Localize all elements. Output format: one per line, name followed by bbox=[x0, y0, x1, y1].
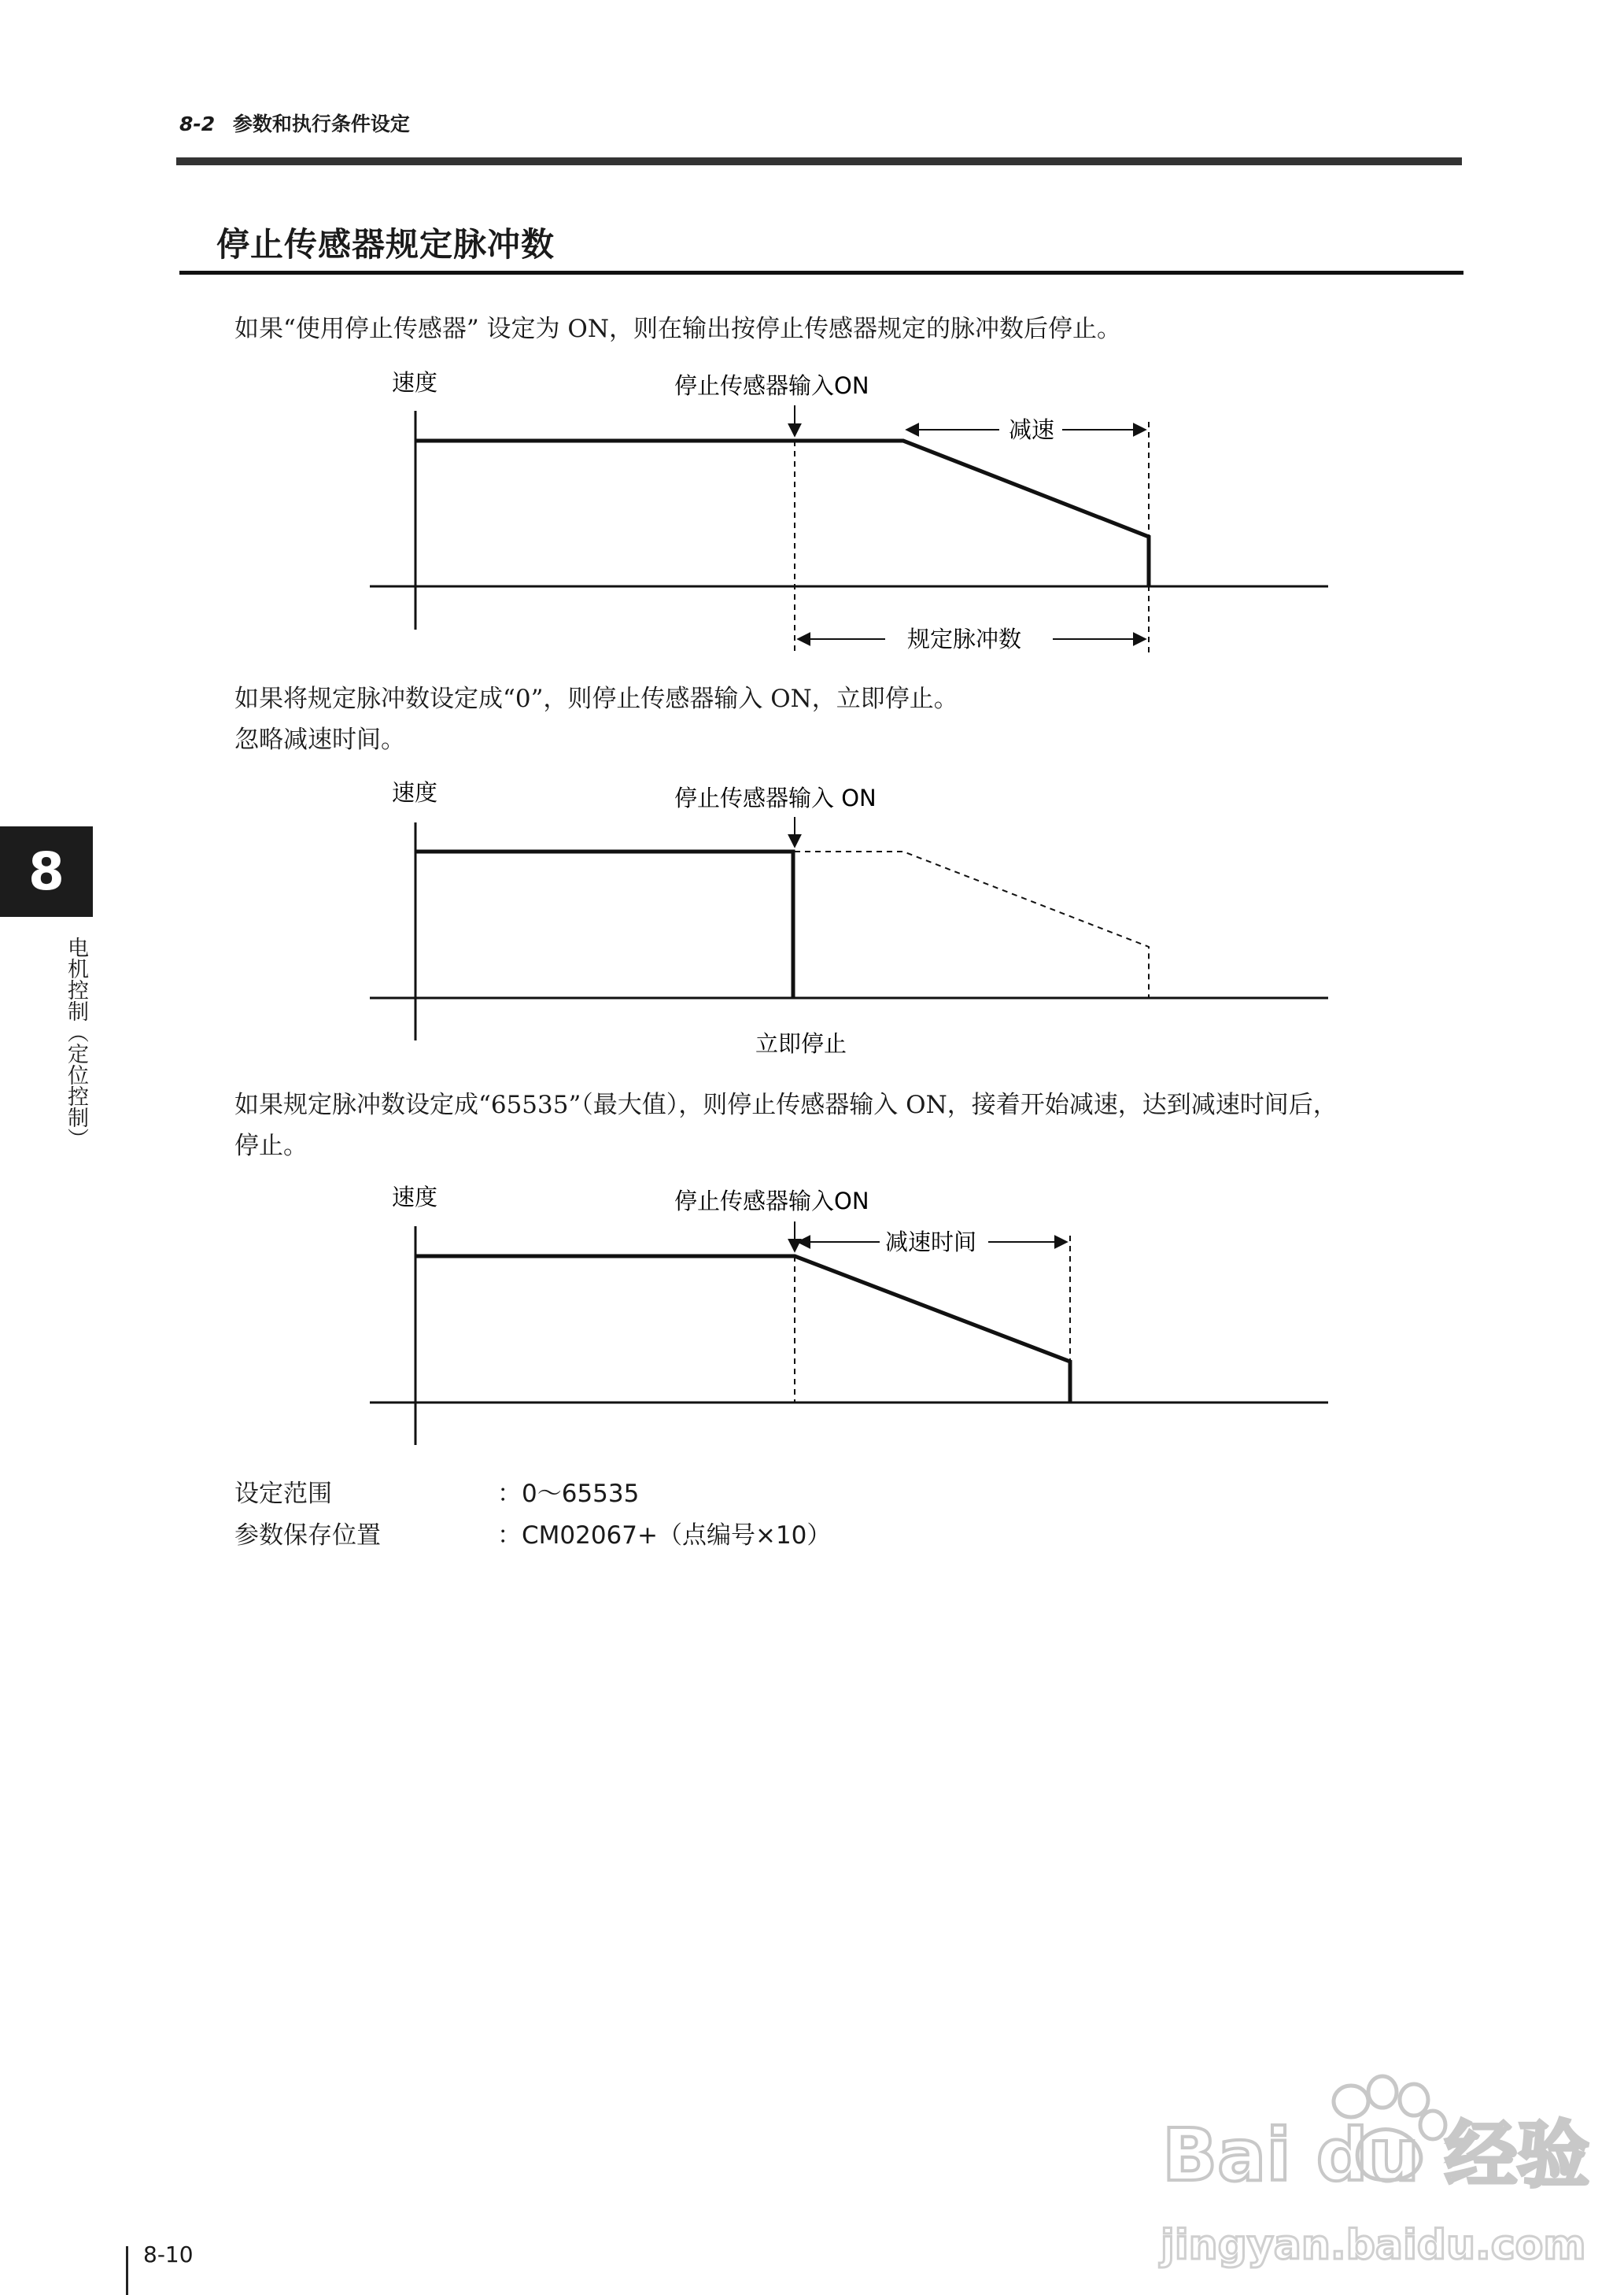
d3-decel-time-label: 减速时间 bbox=[885, 1229, 977, 1255]
d1-speed-label: 速度 bbox=[392, 369, 438, 396]
zero-pulse-paragraph-line2: 忽略减速时间。 bbox=[234, 726, 405, 754]
page-number: 8-10 bbox=[143, 2241, 194, 2267]
setting-range-label: 设定范围 bbox=[234, 1480, 332, 1508]
title-underline bbox=[179, 271, 1463, 275]
baidu-watermark bbox=[1153, 2031, 1590, 2269]
section-title: 参数和执行条件设定 bbox=[232, 113, 410, 135]
d2-speed-label: 速度 bbox=[392, 779, 438, 806]
page-title: 停止传感器规定脉冲数 bbox=[216, 225, 555, 264]
d1-decel-label: 减速 bbox=[1009, 416, 1055, 443]
d1-speed-profile bbox=[415, 441, 1149, 586]
chapter-title-vertical: 电机控制（定位控制） bbox=[64, 937, 88, 1149]
d2-ghost-profile bbox=[795, 852, 1149, 998]
chapter-tab: 8 bbox=[0, 826, 93, 917]
max-pulse-paragraph-line2: 停止。 bbox=[234, 1132, 308, 1160]
param-address-value: ：CM02067+（点编号×10） bbox=[497, 1521, 832, 1550]
d2-stop-label: 立即停止 bbox=[755, 1030, 847, 1057]
watermark-url: jingyan.baidu.com bbox=[1161, 2222, 1586, 2269]
intro-paragraph: 如果“使用停止传感器” 设定为 ON，则在输出按停止传感器规定的脉冲数后停止。 bbox=[234, 315, 1121, 343]
footer-rule bbox=[126, 2246, 128, 2295]
d3-speed-profile bbox=[415, 1256, 1070, 1402]
section-header bbox=[179, 109, 410, 137]
header-rule bbox=[176, 157, 1462, 165]
zero-pulse-paragraph-line1: 如果将规定脉冲数设定成“0”，则停止传感器输入 ON，立即停止。 bbox=[234, 685, 958, 713]
setting-range-value: ：0～65535 bbox=[497, 1480, 640, 1508]
param-address-label: 参数保存位置 bbox=[234, 1521, 381, 1550]
d2-sensor-label: 停止传感器输入 ON bbox=[674, 785, 877, 811]
watermark-brand: Bai du 经验 bbox=[1162, 2113, 1590, 2197]
d3-speed-label: 速度 bbox=[392, 1184, 438, 1210]
d2-speed-profile bbox=[415, 852, 793, 998]
max-pulse-paragraph-line1: 如果规定脉冲数设定成“65535”（最大值），则停止传感器输入 ON，接着开始减速，达到减速时间后， bbox=[234, 1091, 1338, 1119]
d3-sensor-label: 停止传感器输入ON bbox=[674, 1188, 869, 1214]
d1-pulse-label: 规定脉冲数 bbox=[907, 626, 1022, 652]
d1-sensor-label: 停止传感器输入ON bbox=[674, 372, 869, 399]
section-number: 8-2 bbox=[179, 113, 216, 135]
